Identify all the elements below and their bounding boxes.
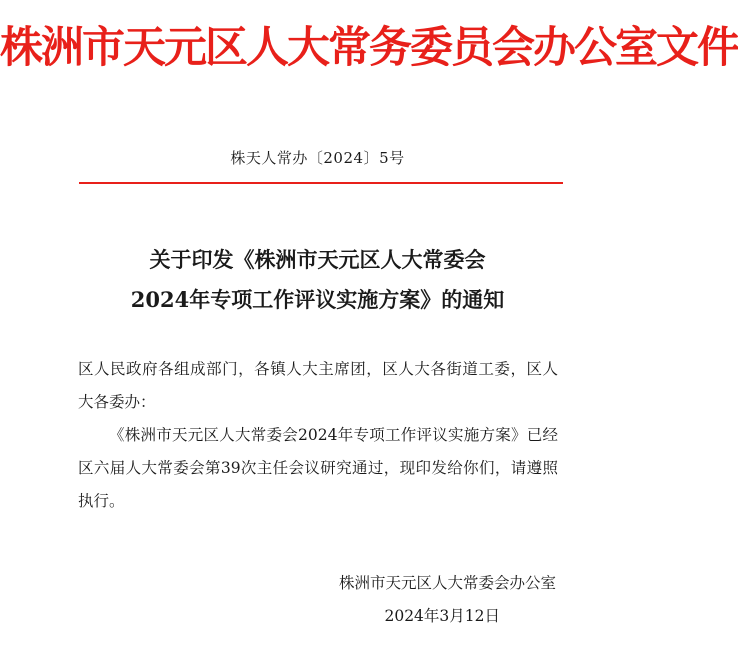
red-divider-line	[79, 182, 563, 184]
main-paragraph: 《株洲市天元区人大常委会2024年专项工作评议实施方案》已经区六届人大常委会第39次主任会议研究通过，现印发给你们，请遵照执行。	[78, 426, 558, 510]
issuer-header: 株洲市天元区人大常务委员会办公室文件	[0, 23, 738, 73]
document-title	[0, 240, 635, 320]
document-body	[78, 353, 558, 518]
signature-block	[339, 567, 556, 633]
document-number: 株天人常办〔2024〕5号	[230, 149, 405, 167]
document-title-line-2: 2024年专项工作评议实施方案》的通知	[130, 287, 505, 312]
signature-organization: 株洲市天元区人大常委会办公室	[338, 574, 556, 592]
document-title-line-1: 关于印发《株洲市天元区人大常委会	[149, 247, 486, 272]
signature-date: 2024年3月12日	[384, 607, 500, 625]
addressee-paragraph: 区人民政府各组成部门，各镇人大主席团，区人大各街道工委，区人大各委办：	[78, 360, 558, 411]
